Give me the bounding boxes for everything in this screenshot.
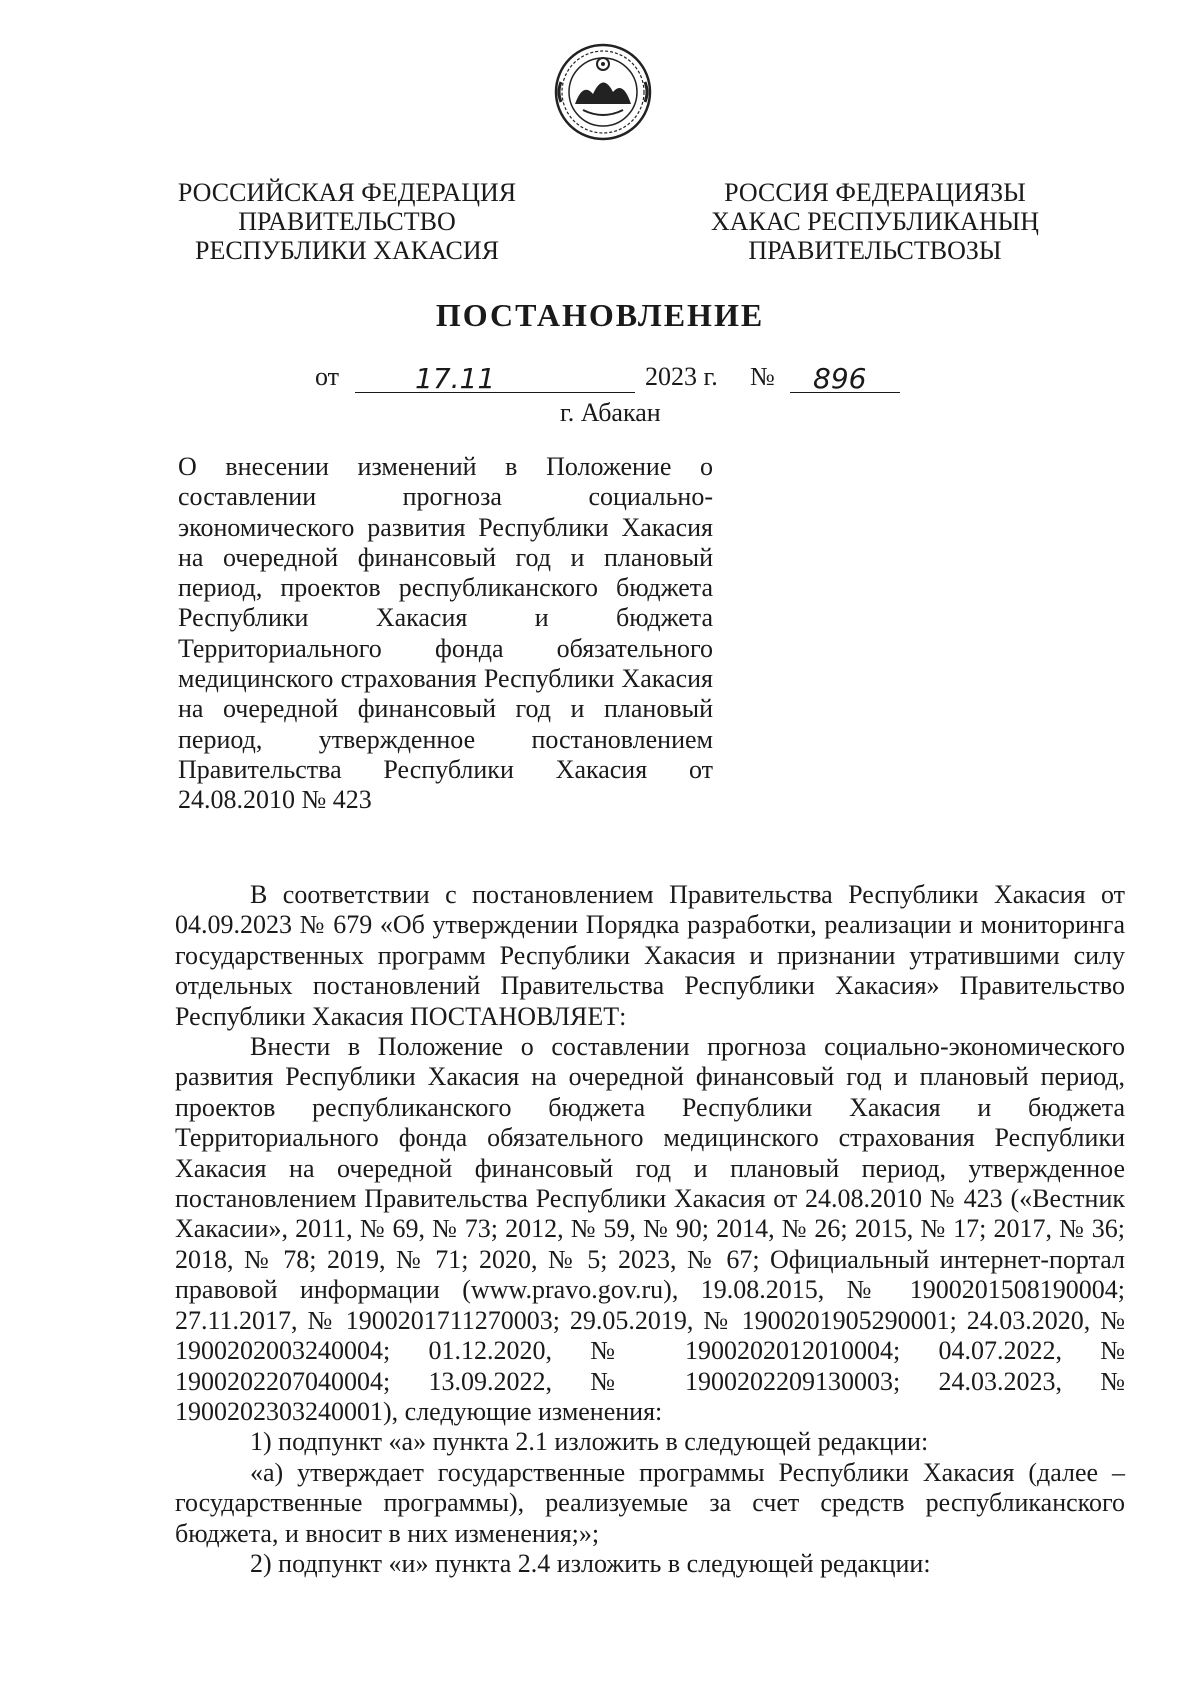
- header-left-line: РЕСПУБЛИКИ ХАКАСИЯ: [194, 236, 499, 265]
- document-title: ПОСТАНОВЛЕНИЕ: [435, 297, 765, 333]
- document-body: [175, 880, 1125, 1579]
- date-number-line: [315, 362, 935, 396]
- header-right-line: ХАКАС РЕСПУБЛИКАНЫҢ: [710, 207, 1040, 236]
- document-subject: [178, 452, 713, 816]
- coat-of-arms-emblem: [553, 42, 653, 142]
- header-right-line: РОССИЯ ФЕДЕРАЦИЯЗЫ: [724, 178, 1026, 207]
- year-label: 2023 г.: [645, 362, 718, 391]
- body-paragraph: «а) утверждает государственные программы Республики Хакасия (далее – государственные программы), реализуемые за счет средств республиканского бюджета, и вносит в них изменения;»;: [175, 1457, 1125, 1548]
- from-label: от: [315, 362, 340, 391]
- header-left-block: [167, 178, 527, 265]
- number-label: №: [750, 362, 775, 391]
- body-paragraph: Внести в Положение о составлении прогноза социально-экономического развития Республики Хакасия на очередной финансовый год и плановый период, проектов республиканского бюджета Республики Хакасия и бюджета Территориального фонда обязательного медицинского страхования Республики Хакасия на очередной финансовый год и плановый период, утвержденное постановлением Правительства Республики Хакасия от 24.08.2010 № 423 («Вестник Хакасии», 2011, № 69, № 73; 2012, № 59, № 90; 2014, № 26; 2015, № 17; 2017, № 36; 2018, № 78; 2019, № 71; 2020, № 5; 2023, № 67; Официальный интернет-портал правовой информации (www.pravo.gov.ru), 19.08.2015, № 1900201508190004; 27.11.2017, № 1900201711270003; 29.05.2019, № 1900201905290001; 24.03.2020, № 1900202003240004; 01.12.2020, № 1900202012010004; 04.07.2022, № 1900202207040004; 13.09.2022, № 1900202209130003; 24.03.2023, № 1900202303240001), следующие изменения:: [175, 1032, 1125, 1426]
- handwritten-number: 896: [813, 362, 867, 395]
- body-paragraph: 2) подпункт «и» пункта 2.4 изложить в следующей редакции:: [250, 1548, 931, 1578]
- body-paragraph: 1) подпункт «а» пункта 2.1 изложить в следующей редакции:: [250, 1427, 929, 1457]
- header-right-line: ПРАВИТЕЛЬСТВОЗЫ: [748, 236, 1002, 265]
- body-paragraph: В соответствии с постановлением Правительства Республики Хакасия от 04.09.2023 № 679 «Об утверждении Порядка разработки, реализации и мониторинга государственных программ Республики Хакасия и признании утратившими силу отдельных постановлений Правительства Республики Хакасия» Правительство Республики Хакасия ПОСТАНОВЛЯЕТ:: [175, 880, 1125, 1031]
- subject-text: О внесении изменений в Положение о составлении прогноза социально-экономического развития Республики Хакасия на очередной финансовый год и плановый период, проектов республиканского бюджета Республики Хакасия и бюджета Территориального фонда обязательного медицинского страхования Республики Хакасия на очередной финансовый год и плановый период, утвержденное постановлением Правительства Республики Хакасия от 24.08.2010 № 423: [178, 452, 713, 815]
- city-name: г. Абакан: [560, 398, 661, 427]
- header-right-block: [695, 178, 1055, 265]
- handwritten-date: 17.11: [415, 362, 496, 395]
- header-left-line: РОССИЙСКАЯ ФЕДЕРАЦИЯ: [177, 178, 517, 207]
- header-left-line: ПРАВИТЕЛЬСТВО: [238, 207, 456, 236]
